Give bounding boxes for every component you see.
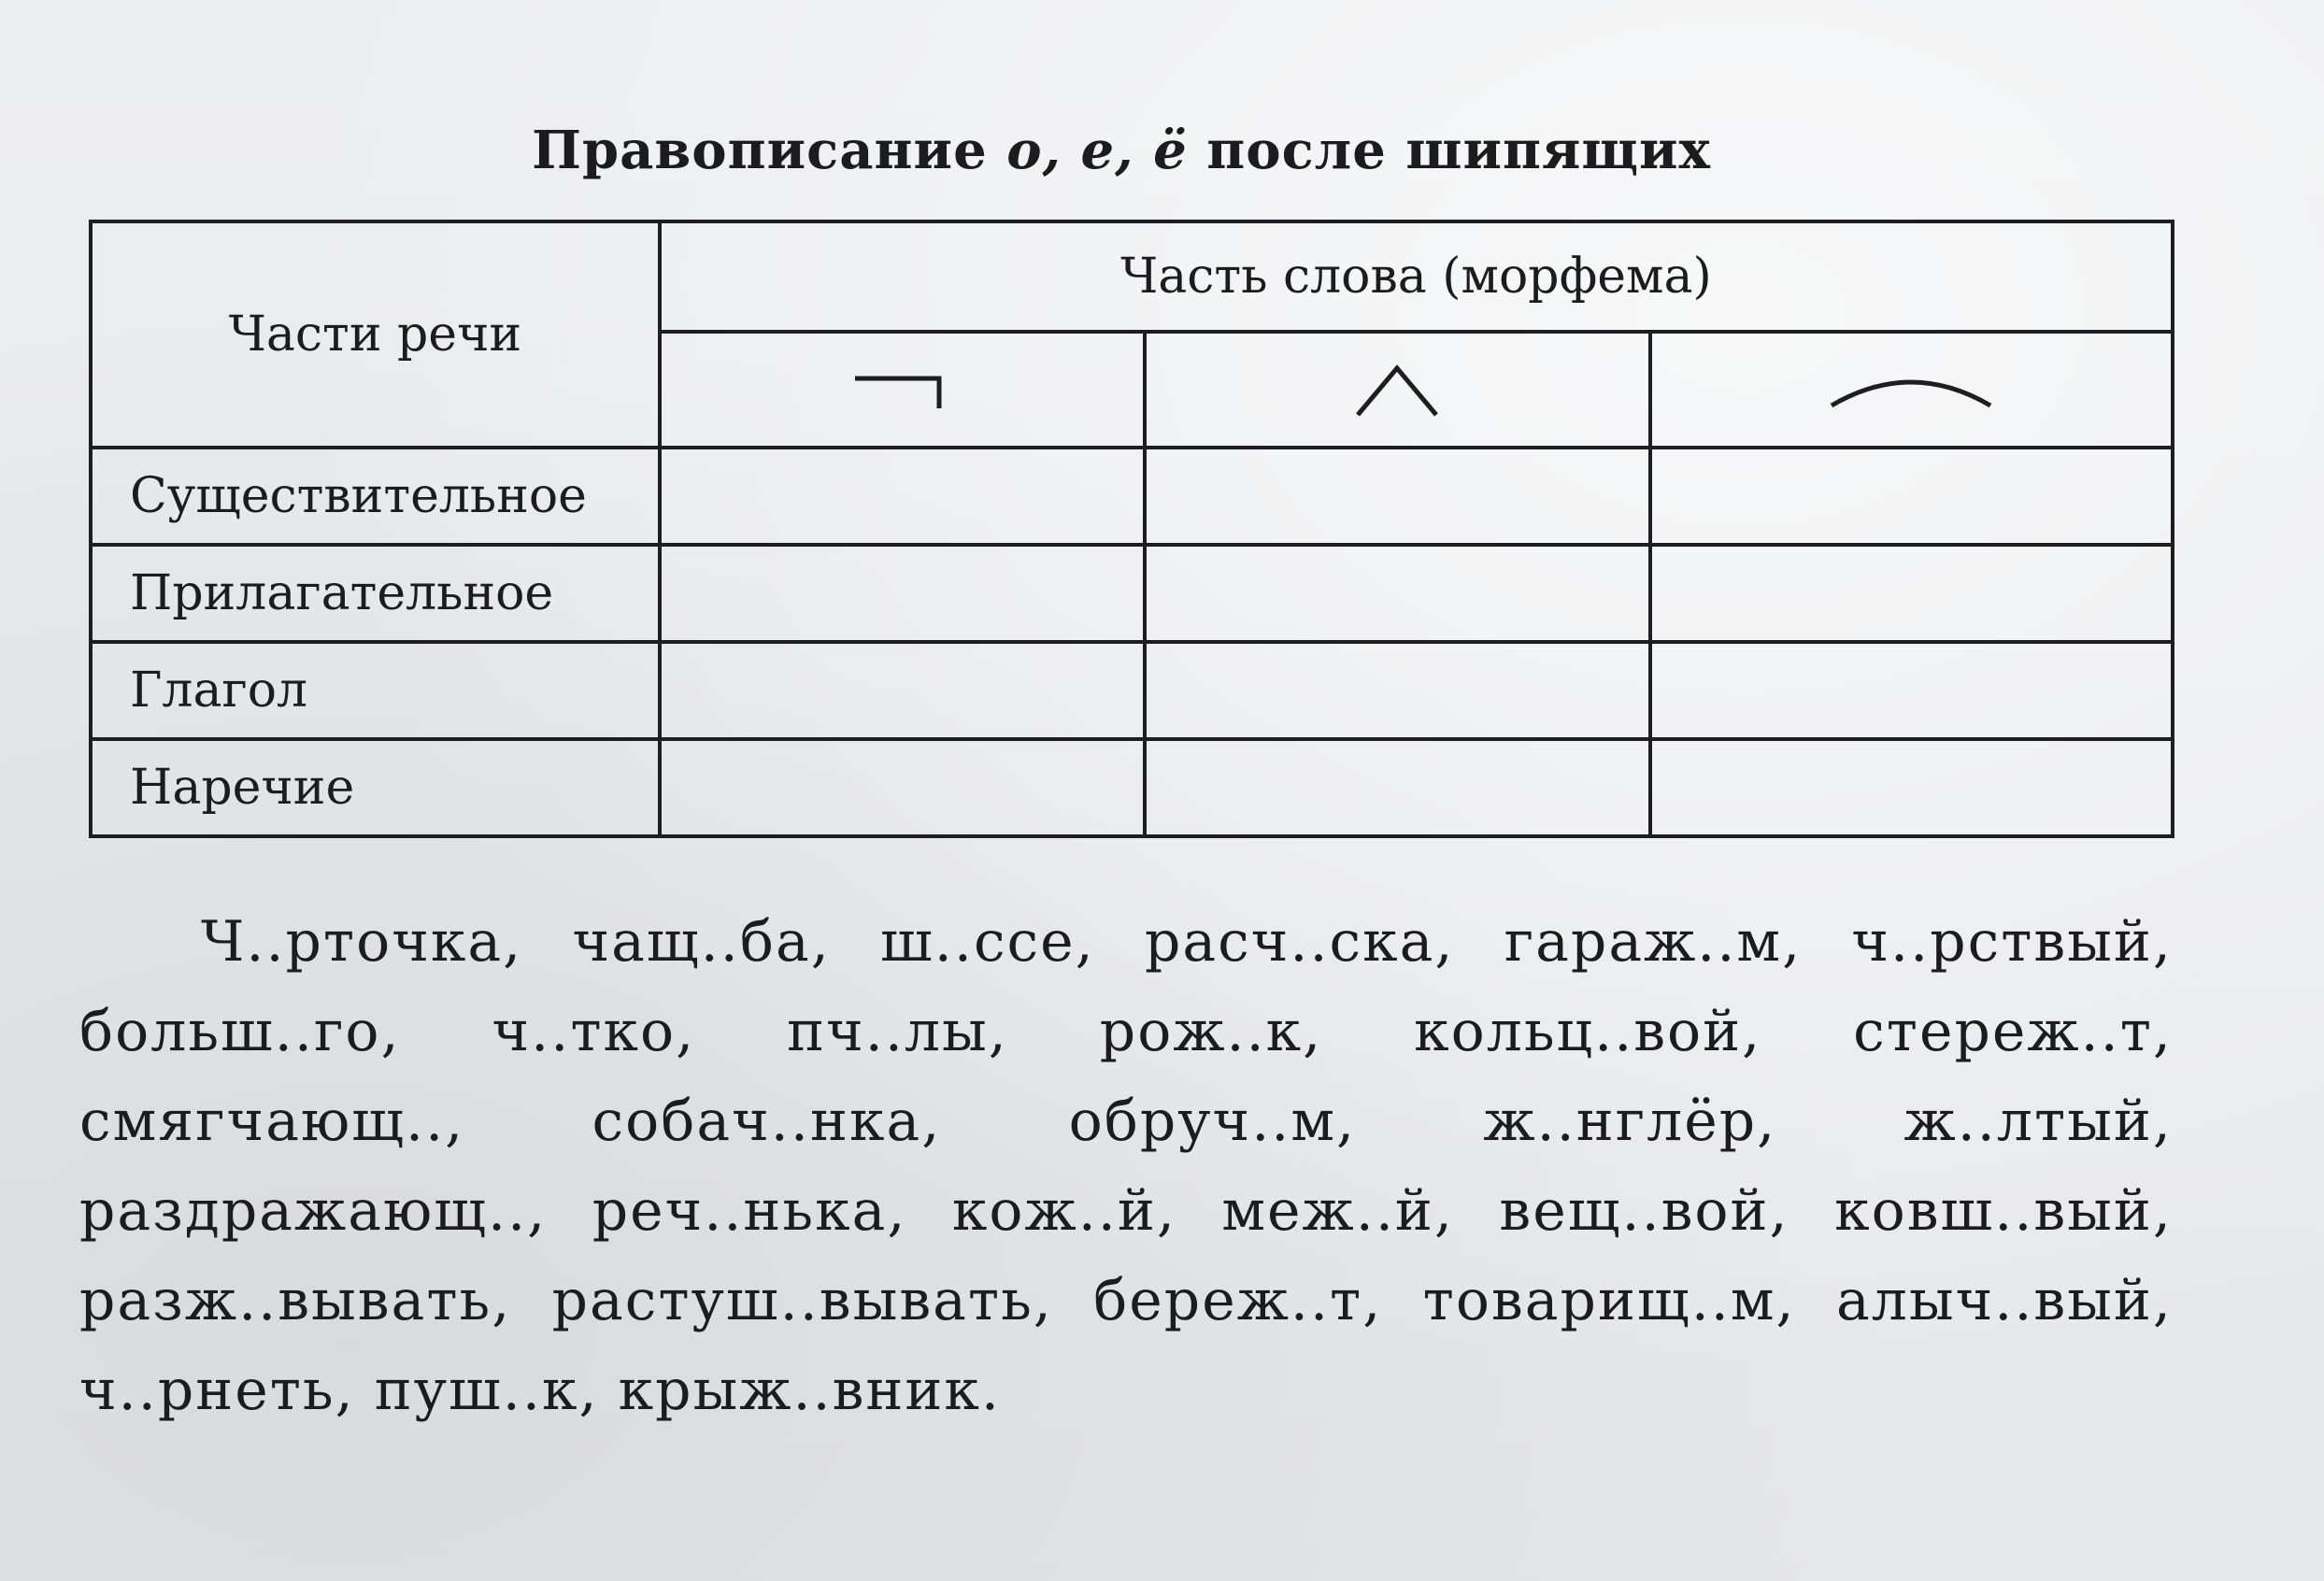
cell-empty (1650, 545, 2173, 642)
root-icon (1822, 366, 2000, 413)
row-label-adverb: Наречие (91, 739, 660, 836)
cell-empty (1145, 545, 1650, 642)
row-label-adjective: Прилагательное (91, 545, 660, 642)
spelling-table (89, 220, 2174, 838)
cell-empty (1145, 448, 1650, 545)
morpheme-ending-cell (660, 332, 1145, 448)
cell-empty (660, 448, 1145, 545)
title-suffix: после шипящих (1187, 120, 1711, 181)
row-label-verb: Глагол (91, 642, 660, 739)
cell-empty (1145, 642, 1650, 739)
cell-empty (1145, 739, 1650, 836)
table-row (91, 739, 2173, 836)
morpheme-suffix-cell (1145, 332, 1650, 448)
morpheme-root-cell (1650, 332, 2173, 448)
cell-empty (1650, 448, 2173, 545)
table-header-row (91, 221, 2173, 332)
title-prefix: Правописание (532, 120, 1007, 181)
cell-empty (1650, 642, 2173, 739)
table-row (91, 448, 2173, 545)
exercise-text: Ч..рточка, чащ..ба, ш..ссе, расч..ска, гараж..м, ч..рствый, больш..го, ч..тко, пч..лы, рож..к, кольц..вой, стереж..т, смягчающ.., собач..нка, обруч..м, ж..нглёр, ж..лтый, раздражающ.., реч..нька, кож..й, меж..й, вещ..вой, ковш..вый, разж..вывать, растуш..вывать, береж..т, товарищ..м, алыч..вый, ч..рнеть, пуш..к, крыж..вник. (79, 909, 2173, 1423)
row-label-noun: Существительное (91, 448, 660, 545)
table-row (91, 545, 2173, 642)
cell-empty (660, 739, 1145, 836)
cell-empty (660, 642, 1145, 739)
ending-icon (846, 362, 958, 418)
cell-empty (1650, 739, 2173, 836)
title-letters: о, е, ё (1006, 120, 1188, 181)
page-title (0, 120, 2243, 181)
header-parts-of-speech: Части речи (91, 221, 660, 448)
header-part-of-word: Часть слова (морфема) (660, 221, 2173, 332)
suffix-icon (1341, 357, 1453, 422)
cell-empty (660, 545, 1145, 642)
table-row (91, 642, 2173, 739)
